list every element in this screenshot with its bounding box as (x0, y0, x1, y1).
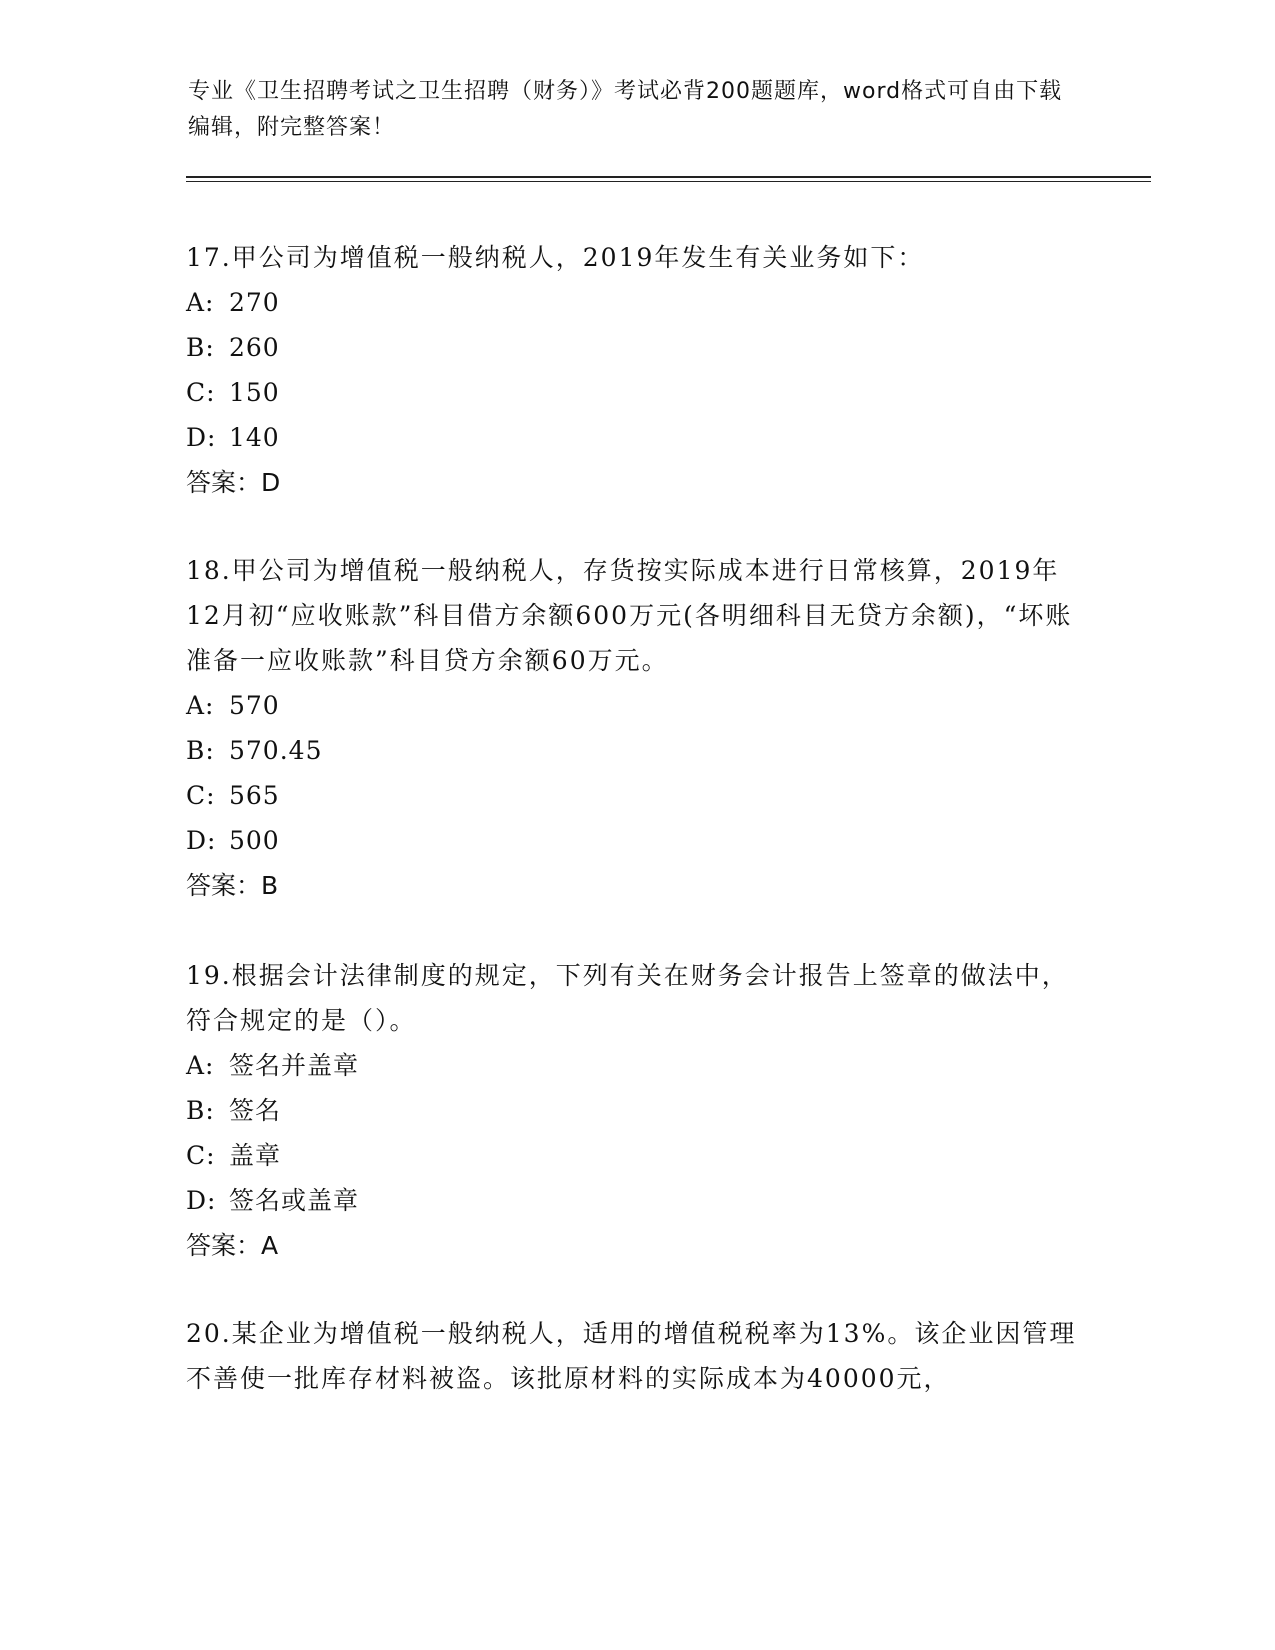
option-a (186, 280, 1086, 325)
option-text: 270 (229, 288, 280, 317)
option-text: 565 (229, 781, 280, 810)
option-label: A: (186, 1051, 215, 1080)
option-label: D: (186, 423, 217, 452)
option-text: 570.45 (229, 736, 323, 765)
option-c (186, 370, 1086, 415)
question-stem: 20.某企业为增值税一般纳税人，适用的增值税税率为13%。该企业因管理不善使一批库存材料被盗。该批原材料的实际成本为40000元， (186, 1319, 1077, 1393)
answer-line: 答案：B (186, 871, 279, 900)
question-stem: 19.根据会计法律制度的规定，下列有关在财务会计报告上签章的做法中，符合规定的是（）。 (186, 961, 1069, 1035)
option-text: 260 (229, 333, 280, 362)
option-label: C: (186, 781, 216, 810)
answer-line: 答案：A (186, 1231, 279, 1260)
option-text: 500 (229, 826, 280, 855)
option-label: B: (186, 333, 215, 362)
option-d (186, 818, 1086, 863)
option-label: C: (186, 378, 216, 407)
option-text: 盖章 (229, 1141, 282, 1170)
option-text: 150 (229, 378, 280, 407)
answer-line: 答案：D (186, 468, 281, 497)
option-label: D: (186, 826, 217, 855)
option-label: C: (186, 1141, 216, 1170)
question-20 (186, 1311, 1086, 1401)
option-d (186, 1178, 1086, 1223)
option-text: 140 (229, 423, 280, 452)
header-divider-thick (186, 176, 1151, 178)
option-label: B: (186, 736, 215, 765)
question-stem: 18.甲公司为增值税一般纳税人，存货按实际成本进行日常核算，2019年12月初“应收账款”科目借方余额600万元(各明细科目无贷方余额)，“坏账准备一应收账款”科目贷方余额60万元。 (186, 556, 1073, 675)
option-a (186, 1043, 1086, 1088)
option-c (186, 773, 1086, 818)
question-stem: 17.甲公司为增值税一般纳税人，2019年发生有关业务如下： (186, 243, 925, 272)
option-b (186, 1088, 1086, 1133)
option-text: 签名 (229, 1096, 282, 1125)
question-18 (186, 548, 1086, 908)
question-19 (186, 953, 1086, 1268)
option-label: A: (186, 288, 215, 317)
option-c (186, 1133, 1086, 1178)
option-a (186, 683, 1086, 728)
option-label: D: (186, 1186, 217, 1215)
option-label: A: (186, 691, 215, 720)
document-header: 专业《卫生招聘考试之卫生招聘（财务）》考试必背200题题库，word格式可自由下载编辑，附完整答案！ (188, 79, 1063, 140)
option-b (186, 728, 1086, 773)
option-label: B: (186, 1096, 215, 1125)
option-text: 签名或盖章 (229, 1186, 360, 1215)
option-text: 签名并盖章 (229, 1051, 360, 1080)
option-text: 570 (229, 691, 280, 720)
header-divider-thin (186, 181, 1151, 182)
option-d (186, 415, 1086, 460)
option-b (186, 325, 1086, 370)
question-17 (186, 235, 1086, 505)
